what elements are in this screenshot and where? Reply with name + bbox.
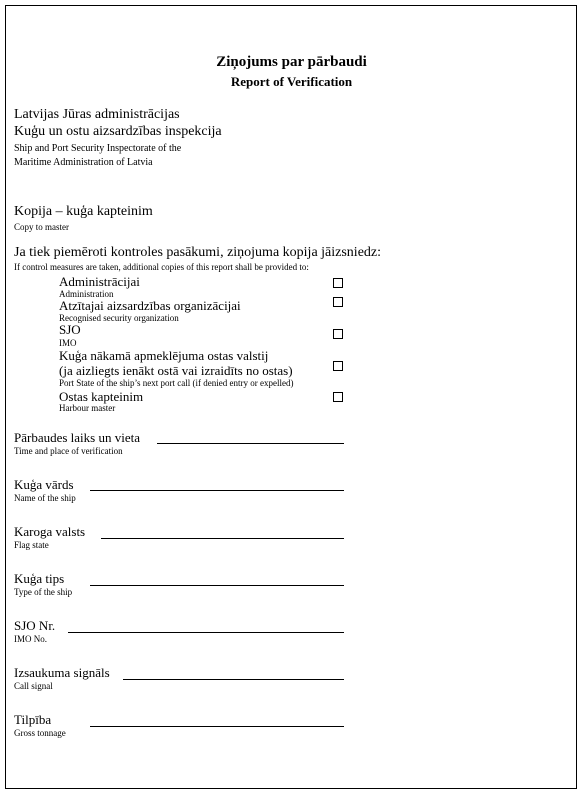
field-label: Pārbaudes laiks un vieta <box>14 430 140 445</box>
field-label: SJO Nr. <box>14 618 56 633</box>
field-label: Izsaukuma signāls <box>14 665 110 680</box>
copy-master-label: Kopija – kuģa kapteinim <box>14 204 153 219</box>
recipient-en: Harbour master <box>59 403 116 413</box>
checkbox-administration[interactable] <box>333 278 343 288</box>
checkbox-port-state[interactable] <box>333 361 343 371</box>
recipient-en: Administration <box>59 289 114 299</box>
field-input-time-place[interactable] <box>157 443 344 444</box>
field-label: Tilpība <box>14 712 52 727</box>
field-en: Type of the ship <box>14 587 73 597</box>
field-label: Karoga valsts <box>14 524 86 539</box>
control-measures-en: If control measures are taken, additional copies of this report shall be provided to: <box>14 262 309 272</box>
recipient-label-2: (ja aizliegts ienākt ostā vai izraidīts no ostas) <box>59 363 293 378</box>
field-en: Time and place of verification <box>14 446 123 456</box>
copy-master-en: Copy to master <box>14 222 69 232</box>
authority-en-line1: Ship and Port Security Inspectorate of the <box>14 143 182 154</box>
recipient-label: Kuģa nākamā apmeklējuma ostas valstij <box>59 348 269 363</box>
field-label: Kuģa vārds <box>14 477 74 492</box>
field-input-call-signal[interactable] <box>123 679 344 680</box>
recipient-label: SJO <box>59 322 81 337</box>
recipient-en: IMO <box>59 338 77 348</box>
checkbox-harbour-master[interactable] <box>333 392 343 402</box>
title-latvian: Ziņojums par pārbaudi <box>216 54 367 70</box>
field-en: Name of the ship <box>14 493 76 503</box>
field-input-ship-type[interactable] <box>90 585 344 586</box>
field-en: Call signal <box>14 681 53 691</box>
recipient-label: Administrācijai <box>59 274 140 289</box>
field-input-flag-state[interactable] <box>101 538 344 539</box>
checkbox-imo[interactable] <box>333 329 343 339</box>
field-input-ship-name[interactable] <box>90 490 344 491</box>
title-english: Report of Verification <box>230 74 353 89</box>
field-en: Flag state <box>14 540 49 550</box>
authority-line1: Latvijas Jūras administrācijas <box>14 107 180 122</box>
authority-en-line2: Maritime Administration of Latvia <box>14 157 153 168</box>
recipient-en: Recognised security organization <box>59 313 179 323</box>
recipient-en: Port State of the ship’s next port call (if denied entry or expelled) <box>59 378 294 388</box>
checkbox-security-organization[interactable] <box>333 297 343 307</box>
field-input-gross-tonnage[interactable] <box>90 726 344 727</box>
recipient-label: Ostas kapteinim <box>59 389 144 404</box>
field-input-imo-no[interactable] <box>68 632 344 633</box>
authority-line2: Kuģu un ostu aizsardzības inspekcija <box>14 124 222 139</box>
field-en: Gross tonnage <box>14 728 66 738</box>
field-label: Kuģa tips <box>14 571 65 586</box>
control-measures-heading: Ja tiek piemēroti kontroles pasākumi, ziņojuma kopija jāizsniedz: <box>14 245 382 260</box>
recipient-label: Atzītajai aizsardzības organizācijai <box>59 298 241 313</box>
field-en: IMO No. <box>14 634 47 644</box>
